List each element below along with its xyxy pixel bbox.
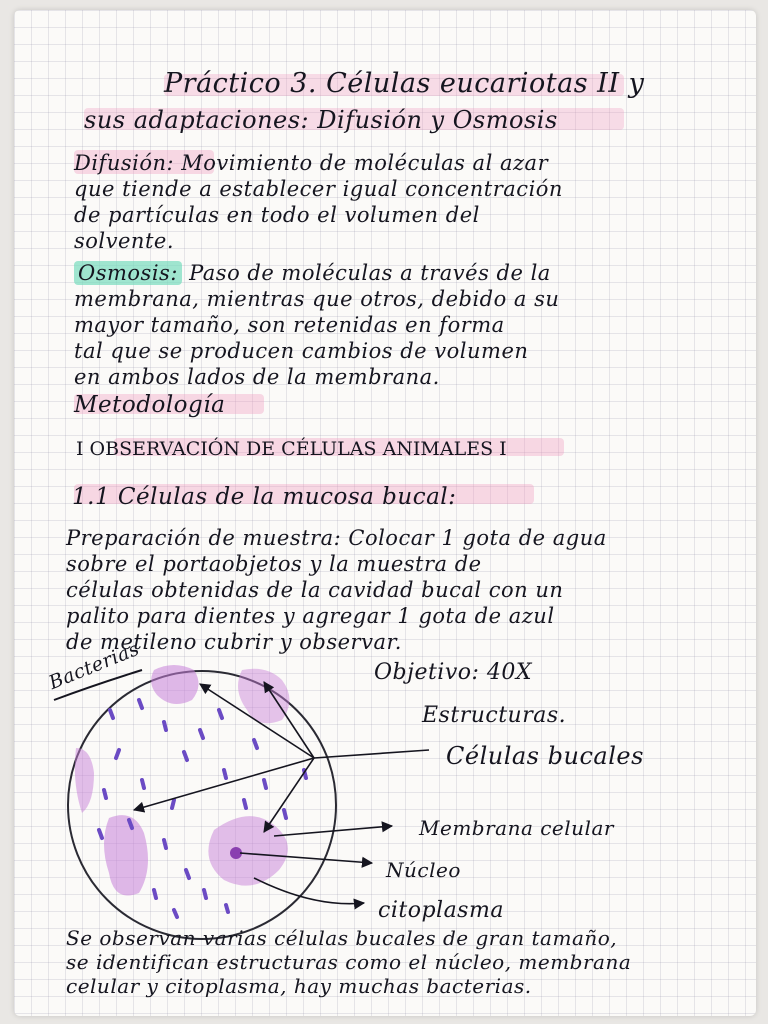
preparation-text (66, 525, 607, 655)
citoplasma-label: citoplasma (378, 898, 504, 923)
conclusion-text (66, 926, 631, 998)
difusion-line: de partículas en todo el volumen del (74, 203, 480, 227)
preparation-line: palito para dientes y agregar 1 gota de azul (66, 604, 555, 628)
notebook-page (14, 10, 756, 1016)
objetivo-label: Objetivo: 40X (374, 660, 533, 685)
osmosis-line: mayor tamaño, son retenidas en forma (74, 313, 505, 337)
osmosis-definition (74, 260, 559, 390)
subsection-heading: 1.1 Células de la mucosa bucal: (72, 484, 457, 510)
page-subtitle: sus adaptaciones: Difusión y Osmosis (84, 106, 558, 134)
estructuras-label: Estructuras. (422, 703, 567, 728)
metodologia-heading: Metodología (74, 392, 226, 418)
conclusion-line: se identifican estructuras como el núcleo, membrana (66, 950, 632, 974)
cell-shape (238, 669, 290, 724)
membrana-label: Membrana celular (419, 816, 614, 840)
field-of-view-circle (68, 671, 336, 939)
osmosis-line: tal que se producen cambios de volumen (74, 339, 529, 363)
cell-shape (104, 815, 148, 895)
preparation-line: Preparación de muestra: Colocar 1 gota de agua (66, 526, 607, 550)
conclusion-line: celular y citoplasma, hay muchas bacterias. (66, 974, 532, 998)
difusion-line: solvente. (74, 229, 174, 253)
conclusion-line: Se observan varias células bucales de gran tamaño, (66, 926, 618, 950)
osmosis-term: Osmosis: (74, 261, 182, 285)
bacterias-label: Bacterias (45, 637, 143, 694)
preparation-line: células obtenidas de la cavidad bucal con un (66, 578, 564, 602)
osmosis-line: en ambos lados de la membrana. (74, 365, 440, 389)
difusion-line: Movimiento de moléculas al azar (174, 151, 549, 175)
difusion-definition (74, 150, 563, 254)
cell-shape (75, 748, 94, 813)
celulas-bucales-label: Células bucales (446, 742, 644, 770)
preparation-line: sobre el portaobjetos y la muestra de (66, 552, 482, 576)
osmosis-line: Paso de moléculas a través de la (181, 261, 551, 285)
difusion-line: que tiende a establecer igual concentración (74, 177, 563, 201)
nucleo-label: Núcleo (386, 858, 461, 882)
difusion-term: Difusión: (74, 151, 175, 175)
page-title: Práctico 3. Células eucariotas II y (164, 68, 645, 99)
cell-shape (151, 665, 198, 704)
osmosis-line: membrana, mientras que otros, debido a su (74, 287, 560, 311)
preparation-line: de metileno cubrir y observar. (66, 630, 402, 654)
section-heading: I OBSERVACIÓN DE CÉLULAS ANIMALES I (76, 438, 507, 460)
cell-shape (208, 816, 288, 886)
